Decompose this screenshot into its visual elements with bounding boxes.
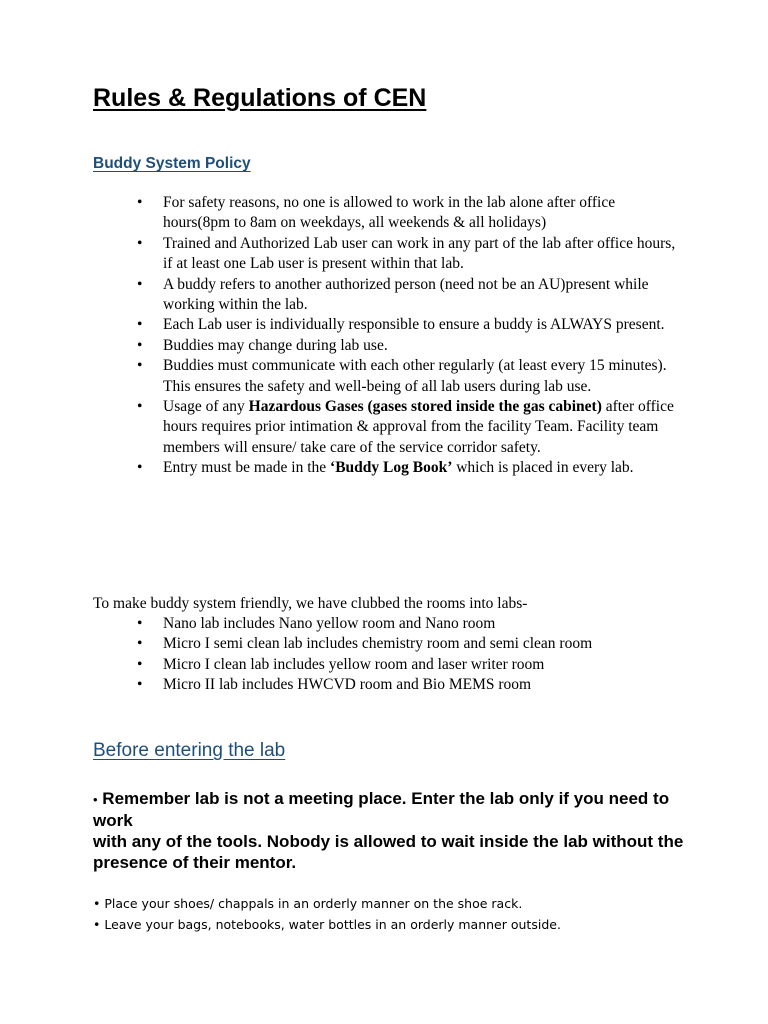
buddy-policy-list (163, 193, 683, 479)
meeting-place-warning (93, 788, 703, 873)
list-item-text: Usage of any (163, 398, 249, 416)
warning-line-1: Remember lab is not a meeting place. Enter the lab only if you need to work (93, 789, 670, 830)
list-item (163, 234, 683, 275)
before-entering-heading: Before entering the lab (93, 740, 286, 761)
list-item: • Micro I semi clean lab includes chemistry room and semi clean room (163, 634, 683, 654)
warning-line-2: with any of the tools. Nobody is allowed to wait inside the lab without the (93, 832, 684, 851)
list-item: • Micro II lab includes HWCVD room and Bio MEMS room (163, 675, 683, 695)
hazardous-gases-emphasis: Hazardous Gases (gases stored inside the gas cabinet) (248, 398, 602, 416)
list-item-text: Trained and Authorized Lab user can work in any part of the lab after office hours, if at least one Lab user is present within that lab. (163, 234, 676, 273)
bullet-glyph: • (93, 792, 98, 807)
clubbed-labs-intro: To make buddy system friendly, we have clubbed the rooms into labs- (93, 595, 528, 612)
list-item-text: Buddies may change during lab use. (163, 336, 388, 354)
list-item: • Micro I clean lab includes yellow room and laser writer room (163, 655, 683, 675)
lab-groups-list (163, 614, 683, 696)
list-item (163, 356, 683, 397)
shoe-rack-rule: • Place your shoes/ chappals in an orderly manner on the shoe rack. (93, 896, 523, 911)
list-item (163, 193, 683, 234)
list-item (163, 336, 683, 356)
list-item-text: Buddies must communicate with each other regularly (at least every 15 minutes). This ensures the safety and well-being of all lab users during lab use. (163, 357, 667, 395)
list-item-text: which is placed in every lab. (452, 459, 634, 477)
list-item-text: after office hours requires prior intimation & approval from the facility Team. Facility team members will ensure/ take care of the service corridor safety. (163, 398, 674, 456)
list-item (163, 275, 683, 316)
buddy-log-book-emphasis: ‘Buddy Log Book’ (330, 459, 453, 477)
list-item-text: For safety reasons, no one is allowed to work in the lab alone after office hours(8pm to 8am on weekdays, all weekends & all holidays) (163, 194, 616, 232)
buddy-system-heading: Buddy System Policy (93, 155, 251, 172)
list-item-text: Entry must be made in the (163, 459, 331, 477)
list-item (163, 315, 683, 335)
page-title: Rules & Regulations of CEN (93, 84, 427, 112)
bags-outside-rule: • Leave your bags, notebooks, water bottles in an orderly manner outside. (93, 917, 561, 932)
warning-line-3: presence of their mentor. (93, 853, 297, 872)
list-item (163, 397, 683, 458)
list-item (163, 458, 683, 478)
list-item-text: A buddy refers to another authorized person (need not be an AU)present while working within the lab. (163, 275, 649, 314)
list-item: • Nano lab includes Nano yellow room and Nano room (163, 614, 683, 634)
list-item-text: Each Lab user is individually responsible to ensure a buddy is ALWAYS present. (163, 316, 665, 334)
